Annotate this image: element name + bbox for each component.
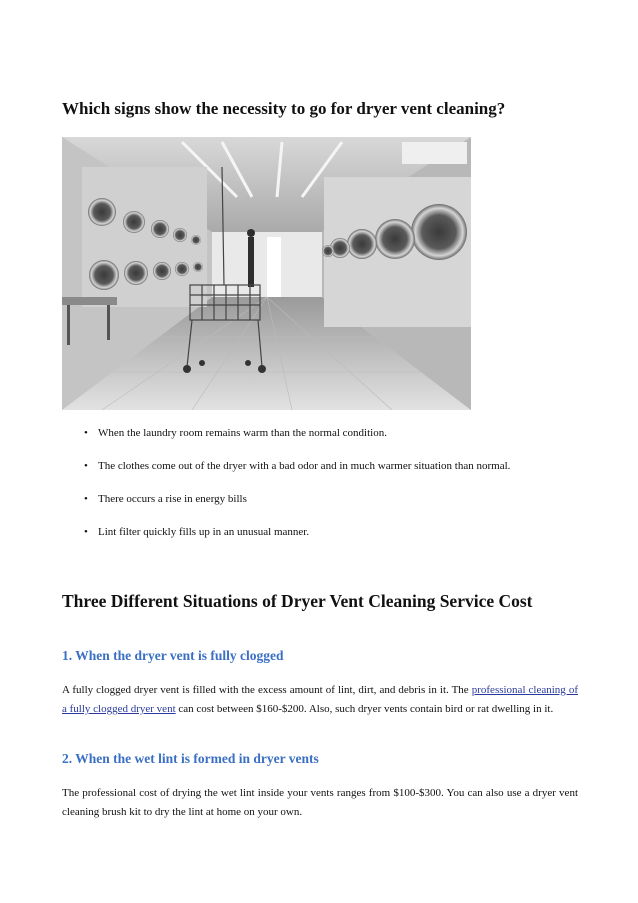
list-item [62,457,578,475]
section-heading-signs: Which signs show the necessity to go for dryer vent cleaning? [62,99,506,118]
laundromat-photo [62,137,471,410]
paragraph-wet-lint: The professional cost of drying the wet lint inside your vents ranges from $100-$300. You can also use a dryer vent cleaning brush kit to dry the lint at home on your own. [62,787,578,818]
bullet-icon: • [84,526,88,538]
bullet-icon: • [84,460,88,472]
list-item [62,490,578,508]
professional-cleaning-link[interactable]: professional cleaning of a fully clogged dryer vent [62,684,578,715]
list-item-text: When the laundry room remains warm than the normal condition. [98,427,387,439]
paragraph-text: can cost between $160-$200. Also, such dryer vents contain bird or rat dwelling in it. [175,703,554,715]
list-item-text: There occurs a rise in energy bills [98,493,247,505]
signs-list [62,424,578,556]
paragraph-text: A fully clogged dryer vent is filled with the excess amount of lint, dirt, and debris in it. The [62,684,472,696]
bullet-icon: • [84,493,88,505]
section-heading-situations: Three Different Situations of Dryer Vent Cleaning Service Cost [62,591,533,611]
laundromat-illustration [62,137,471,410]
subheading-fully-clogged: 1. When the dryer vent is fully clogged [62,648,284,663]
paragraph-fully-clogged [62,681,578,719]
bullet-icon: • [84,427,88,439]
list-item [62,523,578,541]
list-item-text: The clothes come out of the dryer with a bad odor and in much warmer situation than normal. [98,460,511,472]
subheading-wet-lint: 2. When the wet lint is formed in dryer vents [62,751,319,766]
list-item [62,424,578,442]
list-item-text: Lint filter quickly fills up in an unusual manner. [98,526,310,538]
